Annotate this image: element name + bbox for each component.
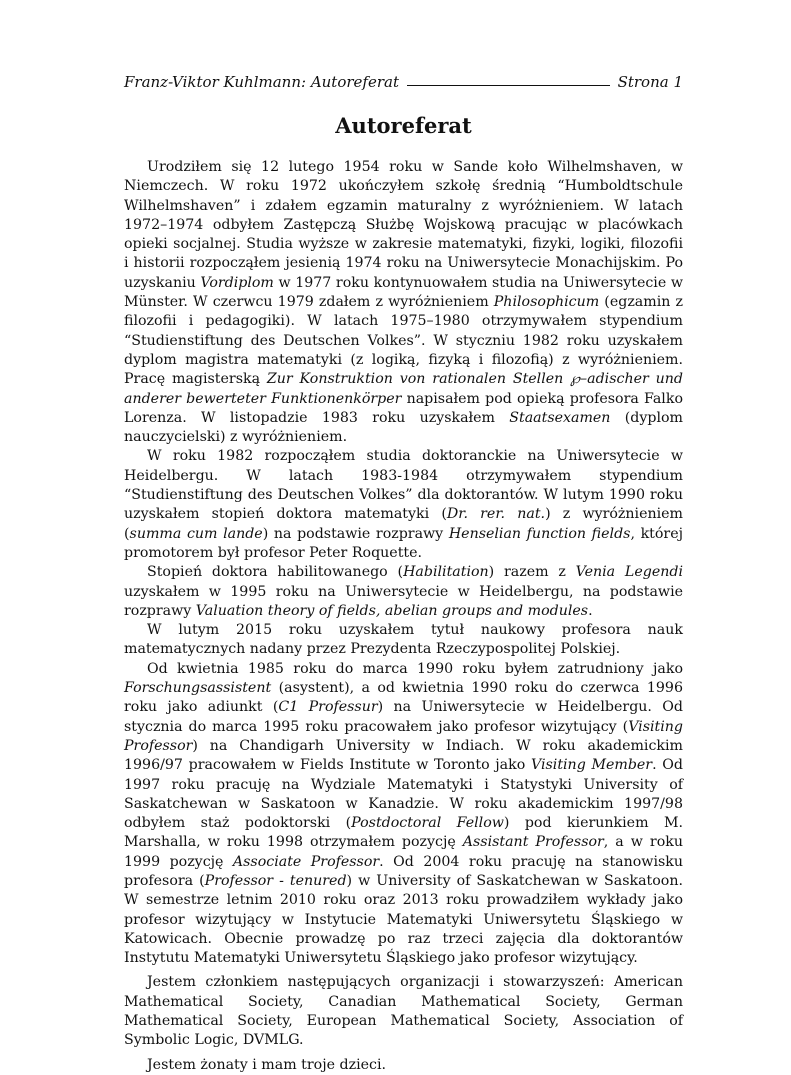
paragraph-professor-title: W lutym 2015 roku uzyskałem tytuł naukowy profesora nauk matematycznych nadany przez Prezydenta Rzeczypospolitej Polskiej. <box>124 622 683 658</box>
document-body <box>124 158 683 1075</box>
paragraph-biography: Urodziłem się 12 lutego 1954 roku w Sande koło Wilhelmshaven, w Niemczech. W roku 1972 ukończyłem szkołę średnią “Humboldtschule Wilhelmshaven” i zdałem egzamin maturalny z wyróżnieniem. W latach 1972–1974 odbyłem Zastępczą Służbę Wojskową pracując w placówkach opieki socjalnej. Studia wyższe w zakresie matematyki, fizyki, logiki, filozofii i historii rozpocząłem jesienią 1974 roku na Uniwersytecie Monachijskim. Po uzyskaniu Vordiplom w 1977 roku kontynuowałem studia na Uniwersytecie w Münster. W czerwcu 1979 zdałem z wyróżnieniem Philosophicum (egzamin z filozofii i pedagogiki). W latach 1975–1980 otrzymywałem stypendium “Studienstiftung des Deutschen Volkes”. W styczniu 1982 roku uzyskałem dyplom magistra matematyki (z logiką, fizyką i filozofią) z wyróżnieniem. Pracę magisterską Zur Konstruktion von rationalen Stellen ℘–adischer und anderer bewerteter Funktionenkörper napisałem pod opieką profesora Falko Lorenza. W listopadzie 1983 roku uzyskałem Staatsexamen (dyplom nauczycielski) z wyróżnieniem. <box>124 159 683 446</box>
paragraph-family: Jestem żonaty i mam troje dzieci. <box>147 1056 386 1073</box>
header-rule <box>407 85 610 86</box>
paragraph-habilitation: Stopień doktora habilitowanego (Habilitation) razem z Venia Legendi uzyskałem w 1995 roku na Uniwersytecie w Heidelbergu, na podstawie rozprawy Valuation theory of fields, abelian groups and modules. <box>124 564 683 619</box>
document-title: Autoreferat <box>335 113 472 138</box>
page-number: Strona 1 <box>617 73 683 91</box>
running-header <box>124 72 683 92</box>
paragraph-doctorate: W roku 1982 rozpocząłem studia doktoranckie na Uniwersytecie w Heidelbergu. W latach 1983-1984 otrzymywałem stypendium “Studienstiftung des Deutschen Volkes” dla doktorantów. W lutym 1990 roku uzyskałem stopień doktora matematyki (Dr. rer. nat.) z wyróżnieniem (summa cum lande) na podstawie rozprawy Henselian function fields, której promotorem był profesor Peter Roquette. <box>124 448 683 561</box>
paragraph-employment: Od kwietnia 1985 roku do marca 1990 roku byłem zatrudniony jako Forschungsassistent (asystent), a od kwietnia 1990 roku do czerwca 1996 roku jako adiunkt (C1 Professur) na Uniwersytecie w Heidelbergu. Od stycznia do marca 1995 roku pracowałem jako profesor wizytujący (Visiting Professor) na Chandigarh University w Indiach. W roku akademickim 1996/97 pracowałem w Fields Institute w Toronto jako Visiting Member. Od 1997 roku pracuję na Wydziale Matematyki i Statystyki University of Saskatchewan w Saskatoon w Kanadzie. W roku akademickim 1997/98 odbyłem staż podoktorski (Postdoctoral Fellow) pod kierunkiem M. Marshalla, w roku 1998 otrzymałem pozycję Assistant Professor, a w roku 1999 pozycję Associate Professor. Od 2004 roku pracuję na stanowisku profesora (Professor - tenured) w University of Saskatchewan w Saskatoon. W semestrze letnim 2010 roku oraz 2013 roku prowadziłem wykłady jako profesor wizytujący w Instytucie Matematyki Uniwersytetu Śląskiego w Katowicach. Obecnie prowadzę po raz trzeci zajęcia dla doktorantów Instytutu Matematyki Uniwersytetu Śląskiego jako profesor wizytujący. <box>124 660 684 967</box>
header-author-title: Franz-Viktor Kuhlmann: Autoreferat <box>124 73 399 91</box>
paragraph-memberships: Jestem członkiem następujących organizacji i stowarzyszeń: American Mathematical Society, Canadian Mathematical Society, German Mathematical Society, European Mathematical Society, Association of Symbolic Logic, DVMLG. <box>124 974 683 1049</box>
